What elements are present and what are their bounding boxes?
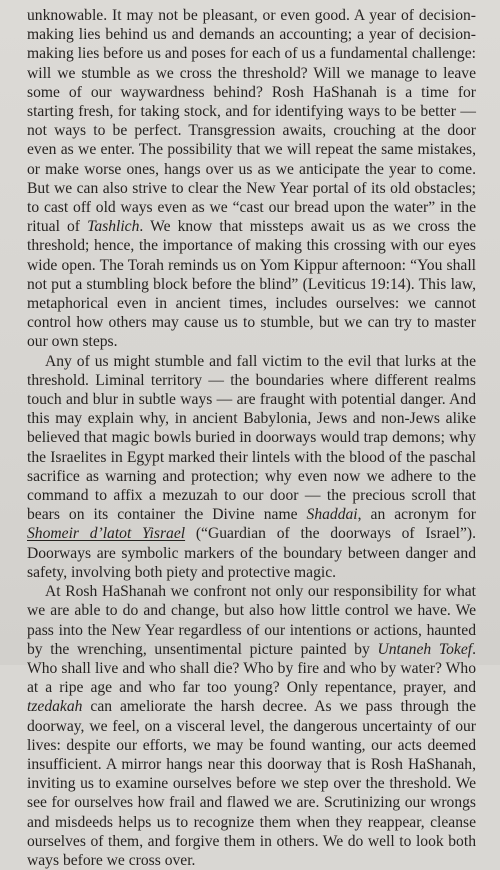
text-run: . Who shall live and who shall die? Who by fire and who by water? Who at a ripe age and who far too young? Only repentance, prayer, and	[27, 640, 476, 697]
text-run: unknowable. It may not be pleasant, or even good. A year of decision-making lies behind us and demands an accounting; a year of decision-making lies before us and poses for each of us a fundamental challenge: will we stumble as we cross the threshold? Will we manage to leave some of our waywardness behind? Rosh HaShanah is a time for starting fresh, for taking stock, and for identifying ways to be better — not ways to be perfect. Transgression awaits, crouching at the door even as we enter. The possibility that we will repeat the same mistakes, or make worse ones, hangs over us as we anticipate the year to come. But we can also strive to clear the New Year portal of its old obstacles; to cast off old ways even as we “cast our bread upon the water” in the ritual of	[27, 7, 476, 236]
italic-term: tzedakah	[27, 698, 83, 716]
paragraph	[27, 352, 476, 582]
paragraph	[27, 582, 476, 870]
italic-term: Tashlich	[87, 218, 140, 236]
text-run: Any of us might stumble and fall victim to the evil that lurks at the threshold. Liminal territory — the boundaries where different realms touch and blur in subtle ways — are fraught with potential danger. And this may explain why, in ancient Babylonia, Jews and non-Jews alike believed that magic bowls buried in doorways would trap demons; why the Israelites in Egypt marked their lintels with the blood of the paschal sacrifice as warning and protection; why even now we adhere to the command to affix a mezuzah to our door — the precious scroll that bears on its container the Divine name	[27, 352, 476, 524]
text-run: (“Guardian of the doorways of Israel”). Doorways are symbolic markers of the boundary between danger and safety, involving both piety and protective magic.	[27, 525, 477, 581]
italic-term: Shaddai	[306, 506, 358, 524]
text-run: can ameliorate the harsh decree. As we pass through the doorway, we feel, on a visceral level, the dangerous uncertainty of our lives: despite our efforts, we may be found wanting, our acts deemed insufficient. A mirror hangs near this doorway that is Rosh HaShanah, inviting us to examine ourselves before we step over the threshold. We see for ourselves how frail and flawed we are. Scrutinizing our wrongs and misdeeds helps us to recognize them when they reappear, cleanse ourselves of them, and forgive them in others. We do well to look both ways before we cross over.	[27, 698, 476, 869]
italic-term: Untaneh Tokef	[377, 640, 473, 658]
text-run: At Rosh HaShanah we confront not only our responsibility for what we are able to do and change, but also how little control we have. We pass into the New Year regardless of our intentions or actions, haunted by the wrenching, unsentimental picture painted by	[27, 583, 476, 658]
text-run: , an acronym for	[357, 506, 476, 524]
italic-underlined-term: Shomeir d’latot Yisrael	[27, 525, 186, 543]
paragraph	[27, 6, 476, 352]
text-run: . We know that missteps await us as we cross the threshold; hence, the importance of making this crossing with our eyes wide open. The Torah reminds us on Yom Kippur afternoon: “You shall not put a stumbling block before the blind” (Leviticus 19:14). This law, metaphorical even in ancient times, includes ourselves: we cannot control how others may cause us to stumble, but we can try to master our own steps.	[27, 218, 476, 351]
